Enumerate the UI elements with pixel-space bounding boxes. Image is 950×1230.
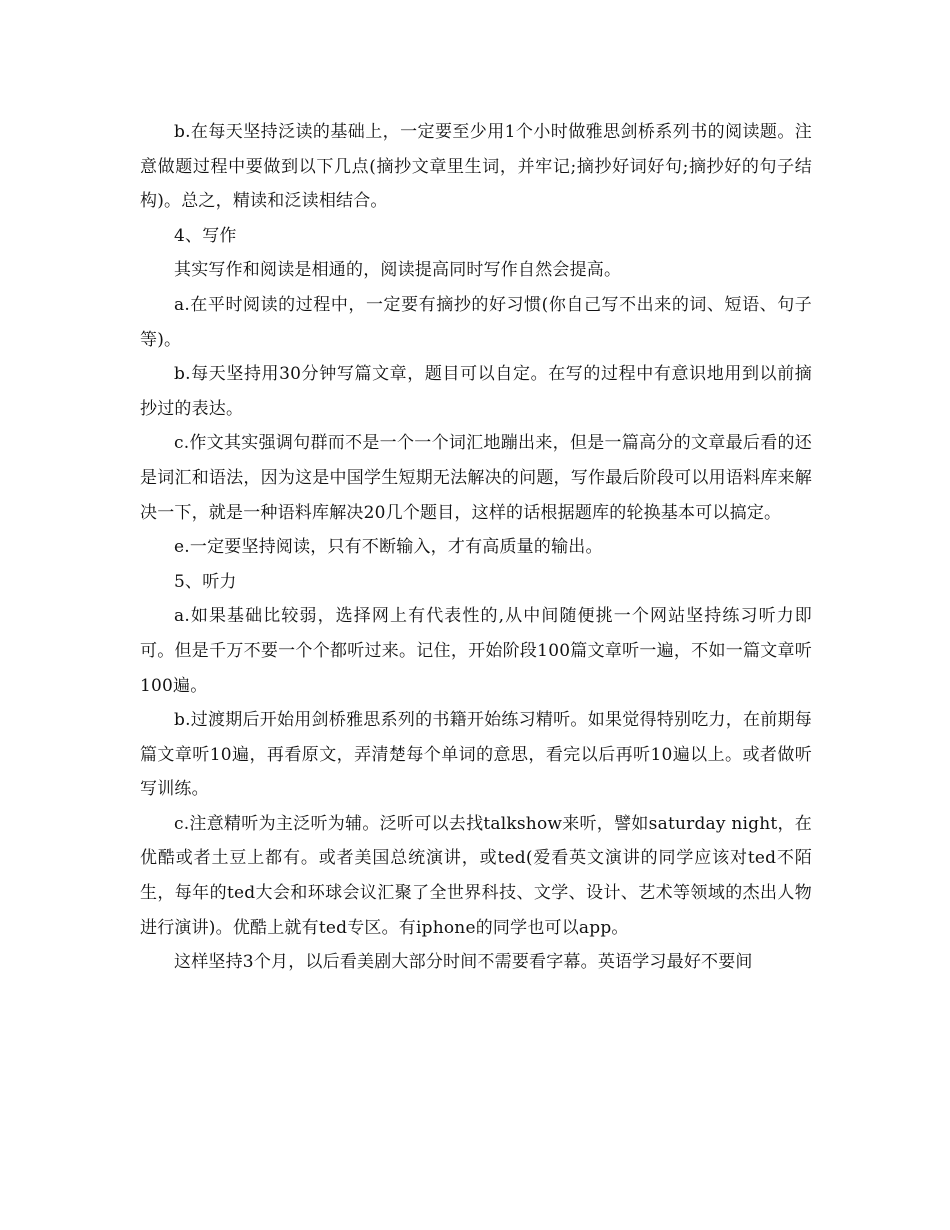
paragraph-writing-intro: 其实写作和阅读是相通的，阅读提高同时写作自然会提高。 <box>174 260 622 281</box>
paragraph-listening-a: a.如果基础比较弱，选择网上有代表性的,从中间随便挑一个网站坚持练习听力即可。但是千万不要一个个都听过来。记住，开始阶段100篇文章听一遍，不如一篇文章听100遍。 <box>140 606 812 696</box>
paragraph-closing: 这样坚持3个月，以后看美剧大部分时间不需要看字幕。英语学习最好不要间 <box>174 952 753 973</box>
paragraph-writing-e: e.一定要坚持阅读，只有不断输入，才有高质量的输出。 <box>174 537 603 558</box>
paragraph-reading-b: b.在每天坚持泛读的基础上，一定要至少用1个小时做雅思剑桥系列书的阅读题。注意做题过程中要做到以下几点(摘抄文章里生词，并牢记;摘抄好词好句;摘抄好的句子结构)。总之，精读和泛读相结合。 <box>140 122 812 212</box>
heading-listening: 5、听力 <box>174 571 237 592</box>
document-body <box>140 115 812 980</box>
paragraph-listening-b: b.过渡期后开始用剑桥雅思系列的书籍开始练习精听。如果觉得特别吃力，在前期每篇文章听10遍，再看原文，弄清楚每个单词的意思，看完以后再听10遍以上。或者做听写训练。 <box>140 710 812 800</box>
paragraph-writing-b: b.每天坚持用30分钟写篇文章，题目可以自定。在写的过程中有意识地用到以前摘抄过的表达。 <box>140 364 812 419</box>
paragraph-writing-c: c.作文其实强调句群而不是一个一个词汇地蹦出来，但是一篇高分的文章最后看的还是词汇和语法，因为这是中国学生短期无法解决的问题，写作最后阶段可以用语料库来解决一下，就是一种语料库解决20几个题目，这样的话根据题库的轮换基本可以搞定。 <box>140 433 812 523</box>
paragraph-writing-a: a.在平时阅读的过程中，一定要有摘抄的好习惯(你自己写不出来的词、短语、句子等)。 <box>140 294 812 350</box>
paragraph-listening-c: c.注意精听为主泛听为辅。泛听可以去找talkshow来听，譬如saturday night，在优酷或者土豆上都有。或者美国总统演讲，或ted(爱看英文演讲的同学应该对ted不陌生，每年的ted大会和环球会议汇聚了全世界科技、文学、设计、艺术等领域的杰出人物进行演讲)。优酷上就有ted专区。有iphone的同学也可以app。 <box>140 813 812 938</box>
heading-writing: 4、写作 <box>174 225 237 246</box>
